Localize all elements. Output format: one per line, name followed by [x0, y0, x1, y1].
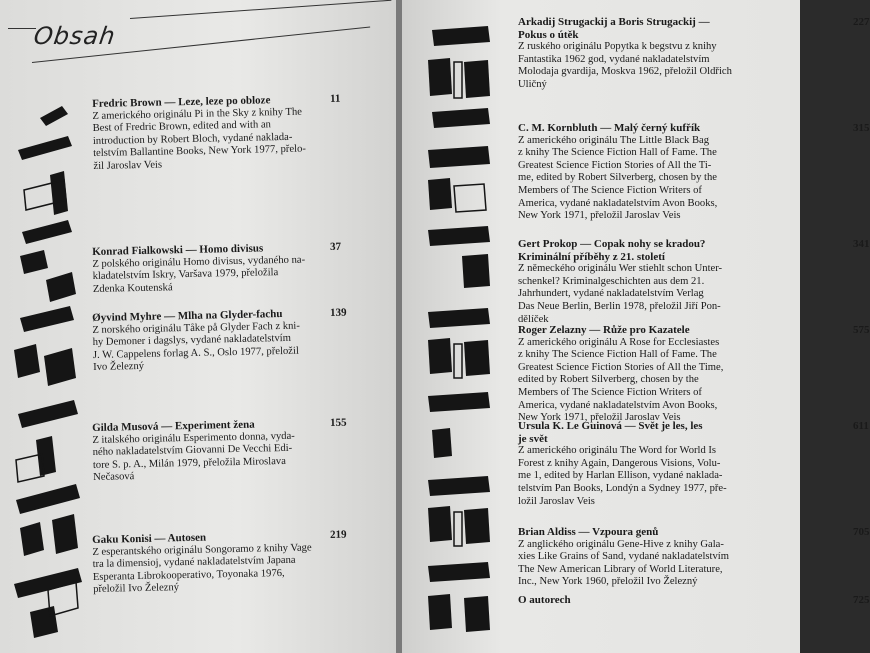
page-number: 37	[329, 240, 342, 254]
entry-line: schenkel? Kriminalgeschichten aus dem 21.	[518, 275, 705, 287]
toc-entry[interactable]	[518, 594, 870, 607]
toc-entry[interactable]	[518, 238, 870, 326]
entry-title: Konrad Fialkowski — Homo divisus	[92, 242, 264, 258]
entry-title: Øyvind Myhre — Mlha na Glyder-fachu	[92, 308, 283, 324]
entry-line: Greatest Science Fiction Stories of All the Ti-	[518, 159, 712, 171]
entry-title: C. M. Kornbluth — Malý černý kufřík	[518, 122, 701, 134]
entry-line: přeložil Ivo Železný	[93, 582, 180, 596]
entry-line: Z ruského originálu Popytka k begstvu z knihy	[518, 41, 717, 53]
entry-line: telstvím Pan Books, Londýn a Sydney 1977, pře-	[518, 482, 727, 494]
entry-line: ložil Jaroslav Veis	[518, 495, 595, 507]
entry-line: Jahrhundert, vydané nakladatelstvím Verlag	[518, 288, 704, 300]
entry-line: Z italského originálu Esperimento donna, vyda-	[92, 430, 295, 446]
page-number: 315	[853, 122, 870, 134]
entry-line: žil Jaroslav Veis	[93, 159, 163, 172]
page-number: 705	[853, 526, 870, 538]
entry-title: Gilda Musová — Experiment žena	[92, 418, 255, 434]
page-number: 11	[329, 92, 341, 106]
entry-title: Gert Prokop — Copak nohy se kradou?	[518, 238, 706, 250]
entry-title: Pokus o útěk	[518, 28, 579, 41]
right-page	[402, 0, 870, 653]
entry-line: America, vydané nakladatelstvím Avon Books,	[518, 197, 718, 209]
entry-line: Z německého originálu Wer stiehlt schon Unter-	[518, 263, 723, 275]
entry-line: hy Demoner i dagslys, vydané nakladatelstvím	[92, 333, 292, 349]
entry-line: me, edited by Robert Silverberg, chosen by the	[518, 172, 717, 184]
entry-line: tra la dimensioj, vydané nakladatelstvím Japana	[92, 554, 296, 571]
entry-line: z knihy The Science Fiction Hall of Fame. The	[518, 349, 717, 361]
entry-line: Fantastika 1962 god, vydané nakladatelstvím	[518, 53, 710, 65]
entry-line: introduction by Robert Bloch, vydané naklada-	[92, 131, 293, 147]
entry-line: New York 1971, přeložil Jaroslav Veis	[518, 210, 681, 222]
entry-line: Z norského originálu Tåke på Glyder Fach z kni-	[92, 320, 300, 336]
page-number: 139	[329, 306, 347, 320]
entry-line: Forest z knihy Again, Dangerous Visions, Volu-	[518, 457, 721, 469]
page-number: 611	[853, 420, 869, 432]
toc-entry[interactable]	[518, 420, 869, 508]
entry-title: Ursula K. Le Guinová — Svět je les, les	[518, 420, 703, 432]
toc-entry[interactable]	[92, 416, 347, 485]
left-page	[0, 0, 398, 653]
entry-line: Nečasová	[93, 471, 135, 484]
entry-line: dělíček	[518, 313, 549, 325]
page-number: 155	[329, 416, 347, 430]
entry-line: z knihy The Science Fiction Hall of Fame. The	[518, 147, 717, 159]
entry-title: Kriminální příběhy z 21. století	[518, 250, 665, 263]
entry-line: kladatelstvím Iskry, Varšava 1979, přeložila	[92, 267, 279, 283]
entry-line: telstvím Ballantine Books, New York 1977, přelo-	[93, 143, 306, 160]
entry-line: Ivo Železný	[93, 361, 145, 374]
entry-line: Molodaja gvardija, Moskva 1962, přeložil Oldřich	[518, 66, 732, 78]
entry-line: Best of Fredric Brown, edited and with an	[92, 119, 272, 135]
entry-line: Z amerického originálu The Little Black Bag	[518, 134, 710, 146]
entry-line: J. W. Cappelens forlag A. S., Oslo 1977, přeložil	[92, 345, 299, 361]
entry-line: America, vydané nakladatelstvím Avon Books,	[518, 399, 718, 411]
entry-line: Z amerického originálu Pi in the Sky z knihy The	[92, 106, 303, 122]
decorative-lettering	[0, 0, 100, 653]
entry-line: Members of The Science Fiction Writers of	[518, 184, 702, 196]
toc-entry[interactable]	[92, 240, 342, 296]
toc-entry[interactable]	[518, 122, 870, 223]
entry-title: Brian Aldiss — Vzpoura genů	[518, 526, 659, 538]
entry-line: Z anglického originálu Gene-Hive z knihy Gala-	[518, 538, 724, 550]
page-title: Obsah	[32, 22, 118, 50]
entry-title: je svět	[518, 432, 548, 445]
entry-line: New York 1971, přeložil Jaroslav Veis	[518, 412, 681, 424]
entry-title: Roger Zelazny — Růže pro Kazatele	[518, 324, 690, 336]
entry-line: Z polského originálu Homo divisus, vydaného na-	[92, 254, 306, 270]
page-number: 219	[329, 528, 347, 542]
entry-title: O autorech	[518, 594, 571, 606]
entry-line: edited by Robert Silverberg, chosen by the	[518, 374, 699, 386]
decorative-lettering	[402, 0, 512, 653]
entry-line: Esperanta Librokooperativo, Toyonaka 1976,	[92, 567, 285, 583]
entry-title: Arkadij Strugackij a Boris Strugackij —	[518, 16, 710, 28]
toc-entry[interactable]	[518, 324, 870, 425]
page-number: 341	[853, 238, 870, 250]
entry-line: Inc., New York 1960, přeložil Ivo Železný	[518, 576, 698, 588]
page-number: 725	[853, 594, 870, 606]
entry-line: Z amerického originálu A Rose for Ecclesiastes	[518, 336, 720, 348]
entry-line: Greatest Science Fiction Stories of All the Time,	[518, 361, 724, 373]
toc-entry[interactable]	[92, 528, 347, 597]
entry-line: The New American Library of World Literature,	[518, 563, 723, 575]
entry-line: me 1, edited by Harlan Ellison, vydané naklada-	[518, 470, 723, 482]
page-number: 575	[853, 324, 870, 336]
heading-rule	[130, 0, 391, 19]
entry-line: Zdenka Koutenská	[92, 282, 173, 295]
entry-line: Z esperantského originálu Songoramo z knihy Vage	[92, 541, 312, 558]
toc-entry[interactable]	[518, 526, 870, 589]
entry-title: Gaku Konisi — Autosen	[92, 531, 207, 546]
toc-entry[interactable]	[92, 92, 341, 173]
page-number: 227	[853, 16, 870, 28]
entry-line: Members of The Science Fiction Writers of	[518, 386, 702, 398]
toc-entry[interactable]	[518, 16, 870, 92]
toc-entry[interactable]	[92, 306, 347, 375]
entry-line: ného nakladatelstvím Giovanni De Vecchi Edi-	[92, 443, 293, 459]
entry-line: Uličný	[518, 78, 547, 90]
entry-line: Z amerického originálu The Word for World Is	[518, 445, 717, 457]
entry-line: xies Like Grains of Sand, vydané nakladatelstvím	[518, 551, 729, 563]
entry-title: Fredric Brown — Leze, leze po obloze	[92, 94, 271, 110]
entry-line: tore S. p. A., Milán 1979, přeložila Miroslava	[92, 455, 286, 471]
entry-line: Das Neue Berlin, Berlin 1978, přeložil Jiří Pon-	[518, 300, 721, 312]
